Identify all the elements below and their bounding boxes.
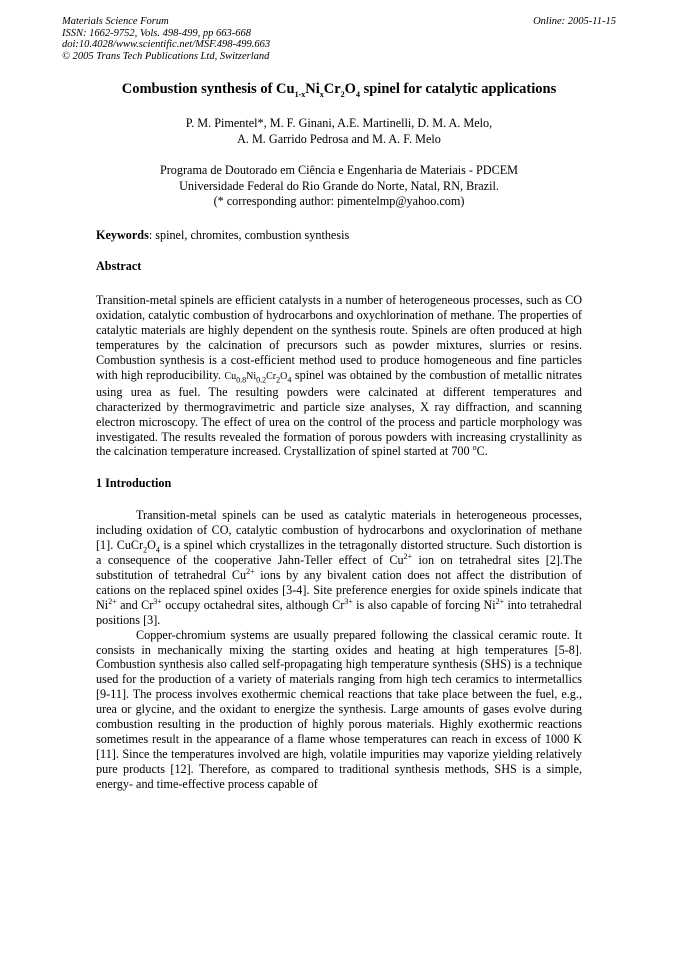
paper-title: Combustion synthesis of $Cu_{1-x}Ni_xCr_2O_4$ spinel for catalytic applications: [121, 81, 557, 99]
affiliation-line-1: Programa de Doutorado em Ciência e Engenharia de Materiais - PDCEM: [159, 163, 519, 177]
paper-body: [96, 80, 582, 792]
author-line-2: A. M. Garrido Pedrosa and M. A. F. Melo: [237, 131, 441, 146]
running-header: [62, 16, 616, 62]
doi-line: doi:10.4028/www.scientific.net/MSF.498-499.663: [62, 39, 271, 50]
introduction-heading: 1 Introduction: [96, 476, 172, 491]
author-list: [96, 116, 582, 147]
keywords-text: : spinel, chromites, combustion synthesis: [148, 227, 350, 242]
online-date: Online: 2005-11-15: [533, 16, 616, 27]
affiliation: [96, 163, 582, 210]
issn-line: ISSN: 1662-9752, Vols. 498-499, pp 663-668: [62, 27, 251, 39]
affiliation-line-2: Universidade Federal do Rio Grande do Norte, Natal, RN, Brazil.: [179, 178, 499, 193]
copyright-line: © 2005 Trans Tech Publications Ltd, Switzerland: [62, 50, 270, 62]
keywords-label: Keywords: [96, 227, 149, 242]
corresponding-author: (* corresponding author: pimentelmp@yahoo.com): [213, 194, 465, 208]
keywords: [96, 228, 582, 243]
author-line-1: P. M. Pimentel*, M. F. Ginani, A.E. Martinelli, D. M. A. Melo,: [185, 116, 493, 130]
introduction-paragraph-1: Transition-metal spinels can be used as catalytic materials in heterogeneous processes, including oxidation of CO, catalytic combustion of hydrocarbons and oxyclorination of methane [1]. $CuCr_2O_4$ is a spinel which crystallizes in the tetragonally distorted structure. Such distortion is a consequence of the cooperative Jahn-Teller effect of $Cu^{2+}$ ion on tetrahedral sites [2].The substitution of tetrahedral $Cu^{2+}$ ions by any bivalent cation does not affect the distribution of cations on the replaced spinel oxides [3-4]. Site preference energies for oxide spinels indicate that $Ni^{2+}$ and $Cr^{3+}$ occupy octahedral sites, although $Cr^{3+}$ is also capable of forcing $Ni^{2+}$ into tetrahedral positions [3].: [96, 508, 582, 627]
abstract-text: Transition-metal spinels are efficient catalysts in a number of heterogeneous processes, such as CO oxidation, catalytic combustion of hydrocarbons and oxychlorination of methane. The properties of catalytic materials are highly dependent on the synthesis route. Spinels are often produced at high temperatures by the calcination of precursors such as powder mixtures, slurries or resins. Combustion synthesis is a cost-efficient method used to produce homogeneous and fine particles with high reproducibility. $Cu_{0.8}Ni_{0.2}Cr_2O_4$ spinel was obtained by the combustion of metallic nitrates using urea as fuel. The resulting powders were calcinated at different temperatures and characterized by thermogravimetric and particle size analyses, X ray diffraction, and scanning electron microscopy. The effect of urea on the control of the process and particle morphology was investigated. The results revealed the formation of porous powders with increasing crystallinity as the calcination temperature increased. Crystallization of spinel started at 700 $^o$C.: [96, 293, 582, 459]
abstract-heading: Abstract: [96, 259, 142, 274]
journal-name: Materials Science Forum: [62, 16, 169, 27]
introduction-paragraph-2: Copper-chromium systems are usually prepared following the classical ceramic route. It consists in mechanically mixing the starting oxides and heating at high temperatures [5-8]. Combustion synthesis also called self-propagating high temperature synthesis (SHS) is a technique used for the production of a variety of materials ranging from high tech ceramics to intermetallics [9-11]. The process involves exothermic chemical reactions that take place between the fuel, e.g., urea or glycine, and the oxidant to energize the synthesis. Large amounts of gases evolve during combustion resulting in the production of highly porous materials. Highly exothermic reactions sometimes result in the appearance of a flame whose temperatures can reach in excess of 1000 K [11]. Since the temperatures involved are high, volatile impurities may vaporize yielding relatively pure products [12]. Therefore, as compared to traditional synthesis methods, SHS is a simple, energy- and time-effective process capable of: [96, 627, 582, 791]
